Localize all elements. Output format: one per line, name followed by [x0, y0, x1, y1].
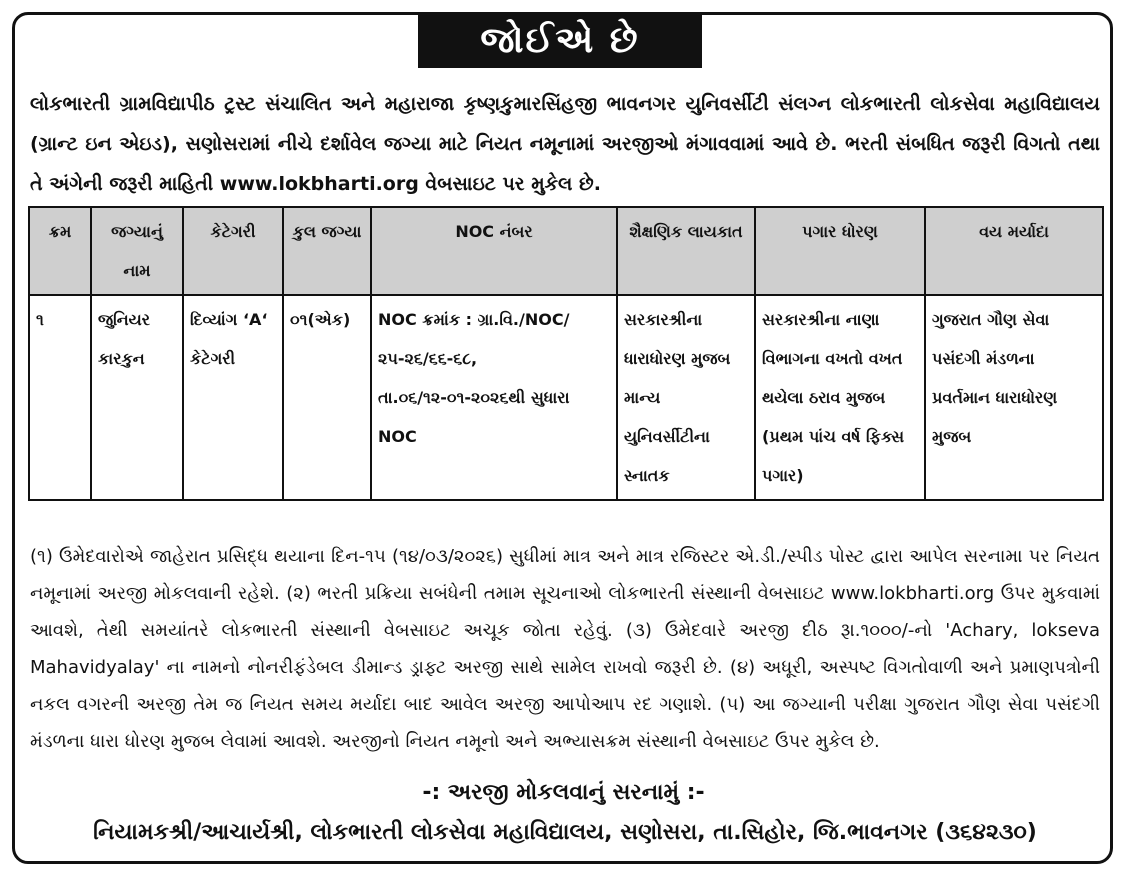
- cell-category: દિવ્યાંગ ‘A‘ કેટેગરી: [183, 295, 283, 500]
- cell-serial: ૧: [29, 295, 91, 500]
- header-qualification: શૈક્ષણિક લાયકાત: [617, 207, 755, 295]
- notice-heading: જોઈએ છે: [418, 14, 702, 68]
- header-category: કેટેગરી: [183, 207, 283, 295]
- postal-address: નિયામકશ્રી/આચાર્યશ્રી, લોકભારતી લોકસેવા મહાવિદ્યાલય, સણોસરા, તા.સિહોર, જિ.ભાવનગર (૩૬૪૨૩૦): [93, 820, 1037, 845]
- cell-qualification: સરકારશ્રીના ધારાધોરણ મુજબ માન્ય યુનિવર્સીટીના સ્નાતક: [617, 295, 755, 500]
- table-header-row: [29, 207, 1103, 295]
- header-serial: ક્રમ: [29, 207, 91, 295]
- address-title: -: અરજી મોકલવાનું સરનામું :-: [422, 780, 705, 805]
- cell-pay-scale: સરકારશ્રીના નાણા વિભાગના વખતો વખત થયેલા ઠરાવ મુજબ (પ્રથમ પાંચ વર્ષ ફિક્સ પગાર): [755, 295, 925, 500]
- table-row: [29, 295, 1103, 500]
- header-noc-number: NOC નંબર: [371, 207, 617, 295]
- cell-noc-number: NOC ક્રમાંક : ગ્રા.વિ./NOC/૨૫-૨૬/૬૬-૬૮, તા.૦૬/૧૨-૦૧-૨૦૨૬થી સુધારા NOC: [371, 295, 617, 500]
- vacancy-table: [28, 206, 1104, 501]
- header-pay-scale: પગાર ધોરણ: [755, 207, 925, 295]
- instructions-paragraph: (૧) ઉમેદવારોએ જાહેરાત પ્રસિદ્ધ થયાના દિન-૧૫ (૧૪/૦૩/૨૦૨૬) સુધીમાં માત્ર અને માત્ર રજિસ્ટર એ.ડી./સ્પીડ પોસ્ટ દ્વારા આપેલ સરનામા પર નિયત નમૂનામાં અરજી મોકલવાની રહેશે. (૨) ભરતી પ્રક્રિયા સબંધેની તમામ સૂચનાઓ લોકભારતી સંસ્થાની વેબસાઇટ www.lokbharti.org ઉપર મુકવામાં આવશે, તેથી સમયાંતરે લોકભારતી સંસ્થાની વેબસાઇટ અચૂક જોતા રહેવું. (૩) ઉમેદવારે અરજી દીઠ રૂા.૧૦૦૦/-નો 'Achary, lokseva Mahavidyalay' ના નામનો નોનરીફંડેબલ ડીમાન્ડ ડ્રાફ્ટ અરજી સાથે સામેલ રાખવો જરૂરી છે. (૪) અધૂરી, અસ્પષ્ટ વિગતોવાળી અને પ્રમાણપત્રોની નકલ વગરની અરજી તેમ જ નિયત સમય મર્યાદા બાદ આવેલ અરજી આપોઆપ રદ ગણાશે. (૫) આ જગ્યાની પરીક્ષા ગુજરાત ગૌણ સેવા પસંદગી મંડળના ધારા ધોરણ મુજબ લેવામાં આવશે. અરજીનો નિયત નમૂનો અને અભ્યાસક્રમ સંસ્થાની વેબસાઇટ ઉપર મુકેલ છે.: [30, 546, 1100, 752]
- header-post-name: જગ્યાનું નામ: [91, 207, 183, 295]
- intro-paragraph: લોકભારતી ગ્રામવિદ્યાપીઠ ટ્રસ્ટ સંચાલિત અને મહારાજા કૃષ્ણકુમારસિંહજી ભાવનગર યુનિવર્સીટી સંલગ્ન લોકભારતી લોકસેવા મહાવિદ્યાલય (ગ્રાન્ટ ઇન એઇડ), સણોસરામાં નીચે દર્શાવેલ જગ્યા માટે નિયત નમૂનામાં અરજીઓ મંગાવવામાં આવે છે. ભરતી સંબધિત જરૂરી વિગતો તથા તે અંગેની જરૂરી માહિતી www.lokbharti.org વેબસાઇટ પર મુકેલ છે.: [30, 93, 1100, 195]
- header-total-posts: કુલ જગ્યા: [283, 207, 371, 295]
- cell-post-name: જુનિયર કારકુન: [91, 295, 183, 500]
- header-age-limit: વય મર્યાદા: [925, 207, 1103, 295]
- cell-total-posts: ૦૧(એક): [283, 295, 371, 500]
- cell-age-limit: ગુજરાત ગૌણ સેવા પસંદગી મંડળના પ્રવર્તમાન ધારાધોરણ મુજબ: [925, 295, 1103, 500]
